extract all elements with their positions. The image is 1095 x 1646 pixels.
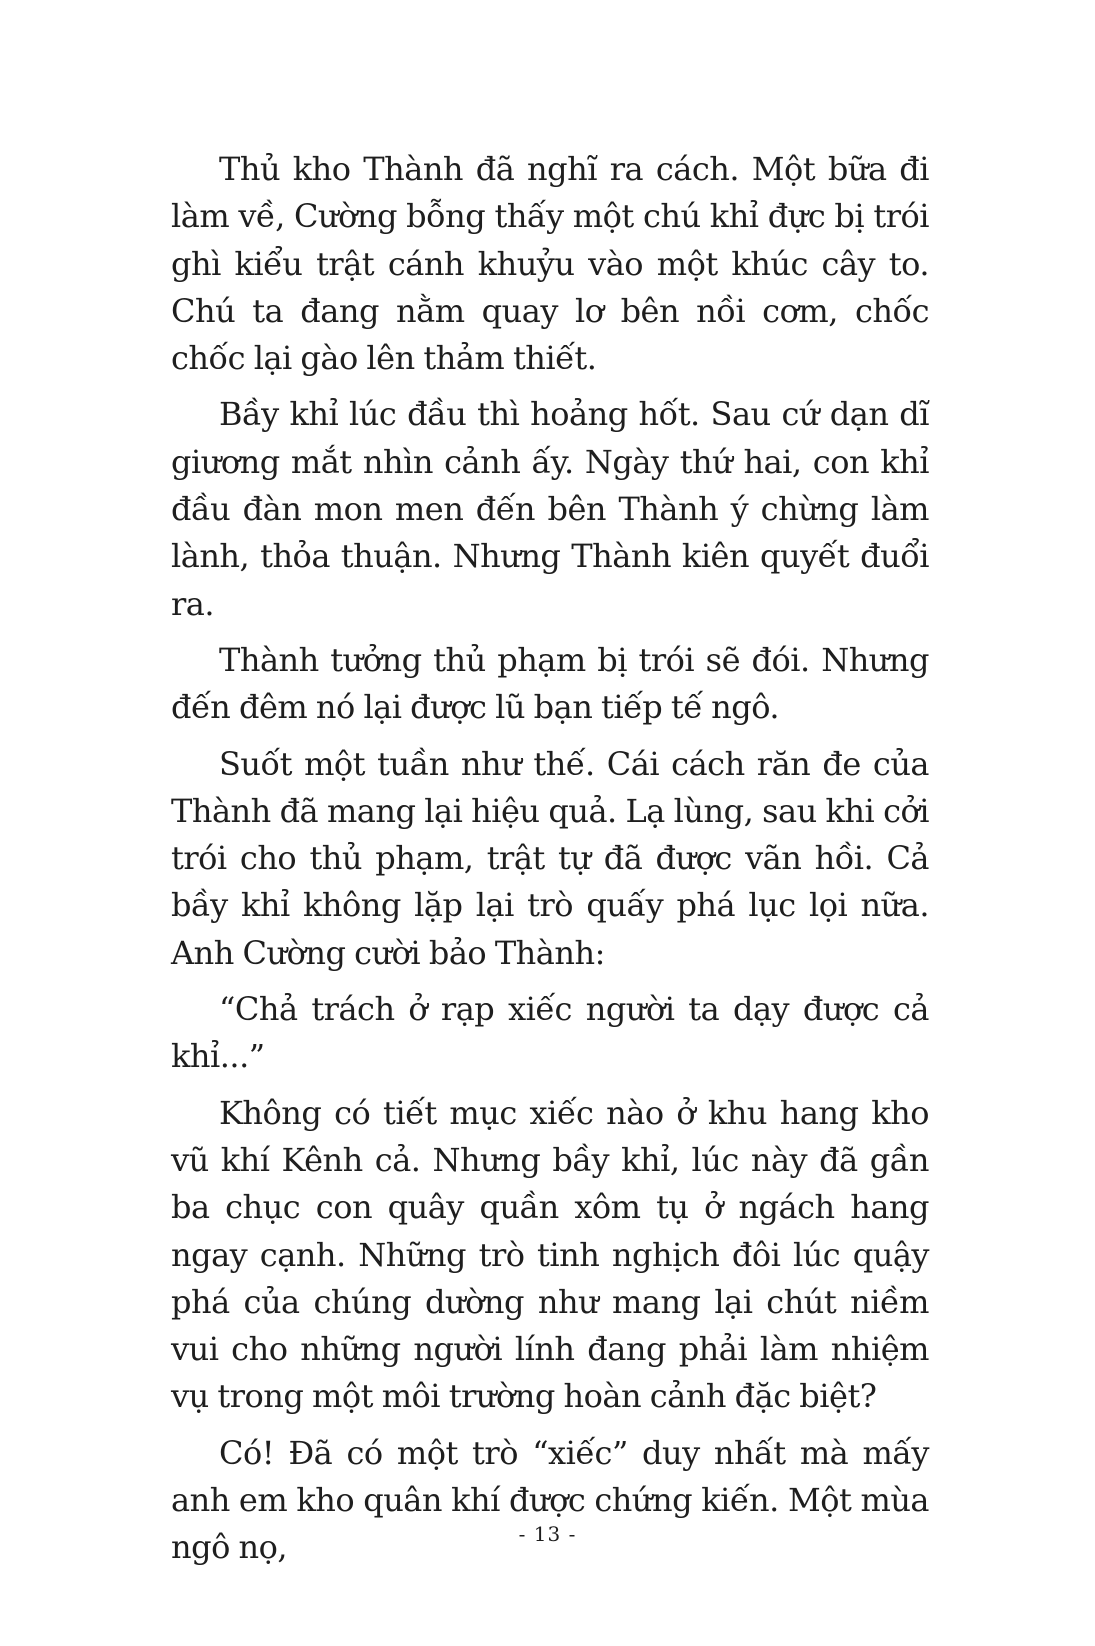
body-text <box>171 146 929 1581</box>
paragraph-6: Không có tiết mục xiếc nào ở khu hang kho vũ khí Kênh cả. Nhưng bầy khỉ, lúc này đã gần ba chục con quây quần xôm tụ ở ngách hang ngay cạnh. Những trò tinh nghịch đôi lúc quậy phá của chúng dường như mang lại chút niềm vui cho những người lính đang phải làm nhiệm vụ trong một môi trường hoàn cảnh đặc biệt? <box>171 1093 929 1416</box>
paragraph-5-quote: “Chả trách ở rạp xiếc người ta dạy được cả khỉ...” <box>171 990 929 1076</box>
paragraph-4: Suốt một tuần như thế. Cái cách răn đe của Thành đã mang lại hiệu quả. Lạ lùng, sau khi cởi trói cho thủ phạm, trật tự đã được vãn hồi. Cả bầy khỉ không lặp lại trò quấy phá lục lọi nữa. Anh Cường cười bảo Thành: <box>171 744 929 972</box>
paragraph-2: Bầy khỉ lúc đầu thì hoảng hốt. Sau cứ dạn dĩ giương mắt nhìn cảnh ấy. Ngày thứ hai, con khỉ đầu đàn mon men đến bên Thành ý chừng làm lành, thỏa thuận. Nhưng Thành kiên quyết đuổi ra. <box>171 395 929 623</box>
paragraph-3: Thành tưởng thủ phạm bị trói sẽ đói. Nhưng đến đêm nó lại được lũ bạn tiếp tế ngô. <box>171 640 929 727</box>
paragraph-1: Thủ kho Thành đã nghĩ ra cách. Một bữa đi làm về, Cường bỗng thấy một chú khỉ đực bị trói ghì kiểu trật cánh khuỷu vào một khúc cây to. Chú ta đang nằm quay lơ bên nồi cơm, chốc chốc lại gào lên thảm thiết. <box>171 150 929 378</box>
paragraph-7: Có! Đã có một trò “xiếc” duy nhất mà mấy anh em kho quân khí được chứng kiến. Một mùa ngô nọ, <box>171 1433 929 1567</box>
page-number: - 13 - <box>518 1522 577 1546</box>
